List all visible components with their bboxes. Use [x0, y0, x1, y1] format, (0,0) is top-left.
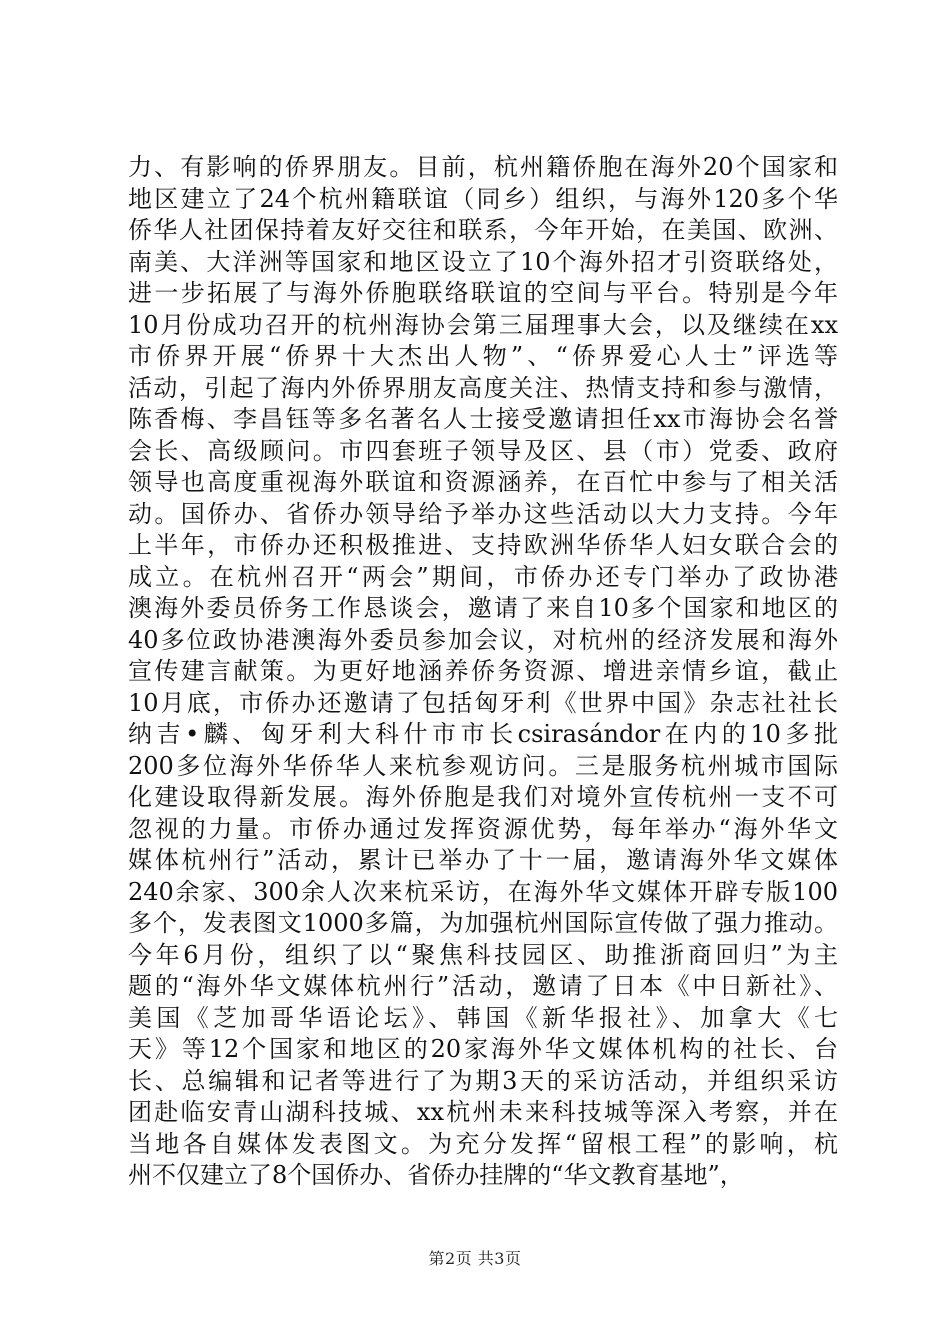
text-line: 忽视的力量。市侨办通过发挥资源优势，每年举办“海外华文 [128, 814, 838, 843]
text-line: 市侨界开展“侨界十大杰出人物”、“侨界爱心人士”评选等 [128, 342, 838, 370]
text-line: 多个，发表图文1000多篇，为加强杭州国际宣传做了强力推动。 [128, 909, 838, 937]
text-line: 地区建立了24个杭州籍联谊（同乡）组织，与海外120多个华 [128, 184, 838, 213]
text-line: 媒体杭州行”活动，累计已举办了十一届，邀请海外华文媒体 [128, 846, 838, 874]
text-line: 上半年，市侨办还积极推进、支持欧洲华侨华人妇女联合会的 [128, 531, 838, 559]
text-line: 会长、高级顾问。市四套班子领导及区、县（市）党委、政府 [128, 436, 838, 465]
text-line: 40多位政协港澳海外委员参加会议，对杭州的经济发展和海外 [128, 625, 838, 654]
text-line: 纳吉•麟、匈牙利大科什市市长csirasándor在内的10多批 [128, 720, 838, 748]
text-line: 240余家、300余人次来杭采访，在海外华文媒体开辟专版100 [128, 877, 838, 906]
page-footer: 第2页 共3页 [428, 1249, 522, 1268]
text-line: 动。国侨办、省侨办领导给予举办这些活动以大力支持。今年 [128, 499, 838, 528]
text-line: 南美、大洋洲等国家和地区设立了10个海外招才引资联络处， [128, 247, 838, 276]
text-line: 今年6月份，组织了以“聚焦科技园区、助推浙商回归”为主 [128, 940, 838, 969]
text-line: 当地各自媒体发表图文。为充分发挥“留根工程”的影响，杭 [128, 1129, 838, 1158]
text-line: 澳海外委员侨务工作恳谈会，邀请了来自10多个国家和地区的 [128, 594, 838, 622]
text-line: 侨华人社团保持着友好交往和联系，今年开始，在美国、欧洲、 [128, 216, 838, 244]
text-line: 长、总编辑和记者等进行了为期3天的采访活动，并组织采访 [128, 1066, 838, 1095]
text-line: 活动，引起了海内外侨界朋友高度关注、热情支持和参与激情， [128, 373, 838, 402]
text-line: 陈香梅、李昌钰等多名著名人士接受邀请担任xx市海协会名誉 [128, 405, 838, 433]
text-line: 化建设取得新发展。海外侨胞是我们对境外宣传杭州一支不可 [128, 783, 838, 811]
text-line: 200多位海外华侨华人来杭参观访问。三是服务杭州城市国际 [128, 751, 838, 780]
text-line: 宣传建言献策。为更好地涵养侨务资源、增进亲情乡谊，截止 [128, 657, 838, 685]
text-line: 团赴临安青山湖科技城、xx杭州未来科技城等深入考察，并在 [128, 1098, 838, 1126]
text-line: 州不仅建立了8个国侨办、省侨办挂牌的“华文教育基地”， [128, 1161, 744, 1189]
text-line: 进一步拓展了与海外侨胞联络联谊的空间与平台。特别是今年 [128, 279, 838, 307]
text-line: 成立。在杭州召开“两会”期间，市侨办还专门举办了政协港 [128, 562, 838, 591]
text-line: 10月份成功召开的杭州海协会第三届理事大会，以及继续在xx [128, 310, 838, 339]
text-line: 美国《芝加哥华语论坛》、韩国《新华报社》、加拿大《七 [128, 1003, 838, 1032]
body-text [128, 152, 838, 1192]
text-line: 天》等12个国家和地区的20家海外华文媒体机构的社长、台 [128, 1035, 838, 1063]
text-line: 领导也高度重视海外联谊和资源涵养，在百忙中参与了相关活 [128, 468, 838, 496]
text-line: 10月底，市侨办还邀请了包括匈牙利《世界中国》杂志社社长 [128, 688, 838, 717]
text-line: 力、有影响的侨界朋友。目前，杭州籍侨胞在海外20个国家和 [128, 153, 838, 181]
text-line: 题的“海外华文媒体杭州行”活动，邀请了日本《中日新社》、 [128, 972, 838, 1000]
